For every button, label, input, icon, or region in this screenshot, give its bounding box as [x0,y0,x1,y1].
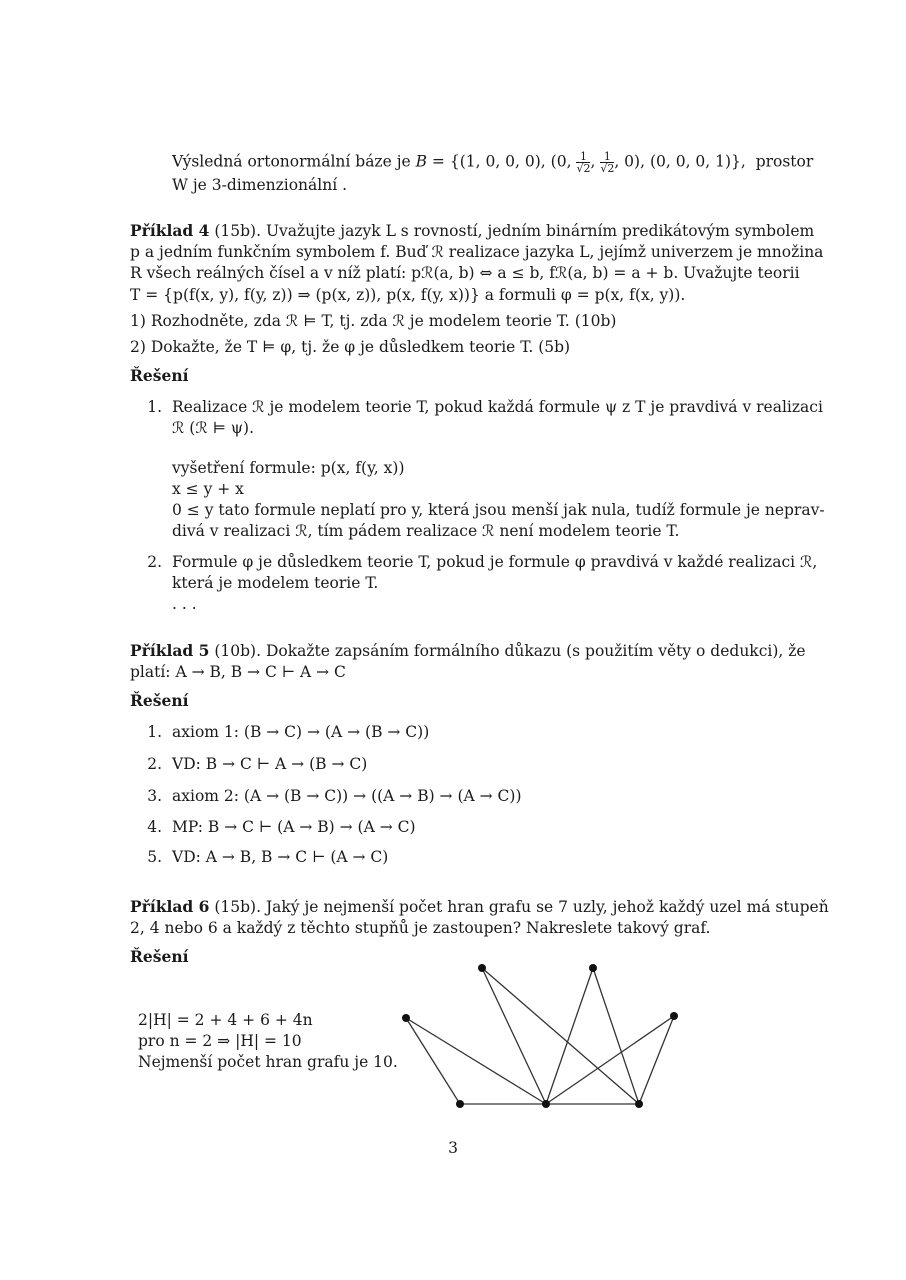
ex4-line-2: p a jedním funkčním symbolem f. Buď ℛ realizace jazyka L, jejímž univerzem je množina [130,243,824,261]
ex5-step-5: VD: A → B, B → C ⊢ (A → C) [172,848,389,866]
intro-line-1: Výsledná ortonormální báze je B = {(1, 0, 0, 0), (0, $\frac{1}{√2}$ , $\frac{1}{√2}$ , 0), (0, 0, 0, 1)}, prostor [172,150,814,175]
ex5-step-1-number: 1. [147,723,162,741]
ex4-heading: Příklad 4 [130,221,210,240]
ex4-text-1: Uvažujte jazyk L s rovností, jedním binárním predikátovým symbolem [265,222,815,240]
graph-edge [639,1016,674,1104]
ex4-check-line-1: vyšetření formule: p(x, f(y, x)) [172,459,405,477]
ex4-question-2: 2) Dokažte, že T ⊨ φ, tj. že φ je důsledkem teorie T. (5b) [130,338,571,356]
ex4-item-2-number: 2. [147,553,162,571]
ex5-heading: Příklad 5 [130,641,210,660]
ex5-step-2: VD: B → C ⊢ A → (B → C) [172,755,368,773]
ex4-item-1-line-1: Realizace ℛ je modelem teorie T, pokud každá formule ψ z T je pravdivá v realizaci [172,398,823,416]
ex4-item-1-number: 1. [147,398,162,416]
graph-edge [546,968,593,1104]
ex6-line-2: 2, 4 nebo 6 a každý z těchto stupňů je zastoupen? Nakreslete takový graf. [130,919,711,937]
ex6-solution-label: Řešení [130,947,189,966]
ex4-check-line-3: 0 ≤ y tato formule neplatí pro y, která jsou menší jak nula, tudíž formule je neprav- [172,501,825,519]
graph-node [456,1100,464,1108]
ex5-step-3-number: 3. [147,787,162,805]
ex5-step-4-number: 4. [147,818,162,836]
ex5-step-3: axiom 2: (A → (B → C)) → ((A → B) → (A → C)) [172,787,522,805]
ex4-check-line-4: divá v realizaci ℛ, tím pádem realizace ℛ není modelem teorie T. [172,522,680,540]
ex5-step-1: axiom 1: (B → C) → (A → (B → C)) [172,723,430,741]
ex5-text-1: Dokažte zapsáním formálního důkazu (s použitím věty o dedukci), že [265,642,806,660]
graph-node [670,1012,678,1020]
ex5-step-5-number: 5. [147,848,162,866]
ex6-points: (15b). [214,898,262,916]
ex4-solution-label: Řešení [130,366,189,385]
ex4-line-3: R všech reálných čísel a v níž platí: pℛ(a, b) ⇔ a ≤ b, fℛ(a, b) = a + b. Uvažujte teorii [130,264,800,282]
ex5-step-4: MP: B → C ⊢ (A → B) → (A → C) [172,818,416,836]
ex4-item-2-line-1: Formule φ je důsledkem teorie T, pokud je formule φ pravdivá v každé realizaci ℛ, [172,553,818,571]
ex5-solution-label: Řešení [130,691,189,710]
ex4-item-1-line-2: ℛ (ℛ ⊨ ψ). [172,419,255,437]
graph-edge [546,1016,674,1104]
ex4-item-2-ellipsis: . . . [172,595,197,613]
ex5-line-2: platí: A → B, B → C ⊢ A → C [130,663,346,681]
graph-node [542,1100,550,1108]
ex4-item-2-line-2: která je modelem teorie T. [172,574,379,592]
ex6-answer-line-1: 2|H| = 2 + 4 + 6 + 4n [138,1011,313,1029]
ex4-check-line-2: x ≤ y + x [172,480,244,498]
ex5-points: (10b). [214,642,262,660]
ex6-answer-line-2: pro n = 2 ⇒ |H| = 10 [138,1032,302,1050]
graph-node [589,964,597,972]
graph-edge [406,1018,546,1104]
graph-node [478,964,486,972]
ex4-points: (15b). [214,222,262,240]
ex6-answer-line-3: Nejmenší počet hran grafu je 10. [138,1053,398,1071]
ex4-question-1: 1) Rozhodněte, zda ℛ ⊨ T, tj. zda ℛ je modelem teorie T. (10b) [130,312,617,330]
page-number: 3 [448,1139,458,1157]
ex6-heading: Příklad 6 [130,897,210,916]
ex4-line-4: T = {p(f(x, y), f(y, z)) ⇒ (p(x, z)), p(x, f(y, x))} a formuli φ = p(x, f(x, y)). [130,286,686,304]
ex5-step-2-number: 2. [147,755,162,773]
ex6-text-1: Jaký je nejmenší počet hran grafu se 7 uzly, jehož každý uzel má stupeň [265,898,829,916]
graph-node [635,1100,643,1108]
graph-edge [406,1018,460,1104]
graph-node [402,1014,410,1022]
intro-line-2: W je 3-dimenzionální . [172,176,348,194]
